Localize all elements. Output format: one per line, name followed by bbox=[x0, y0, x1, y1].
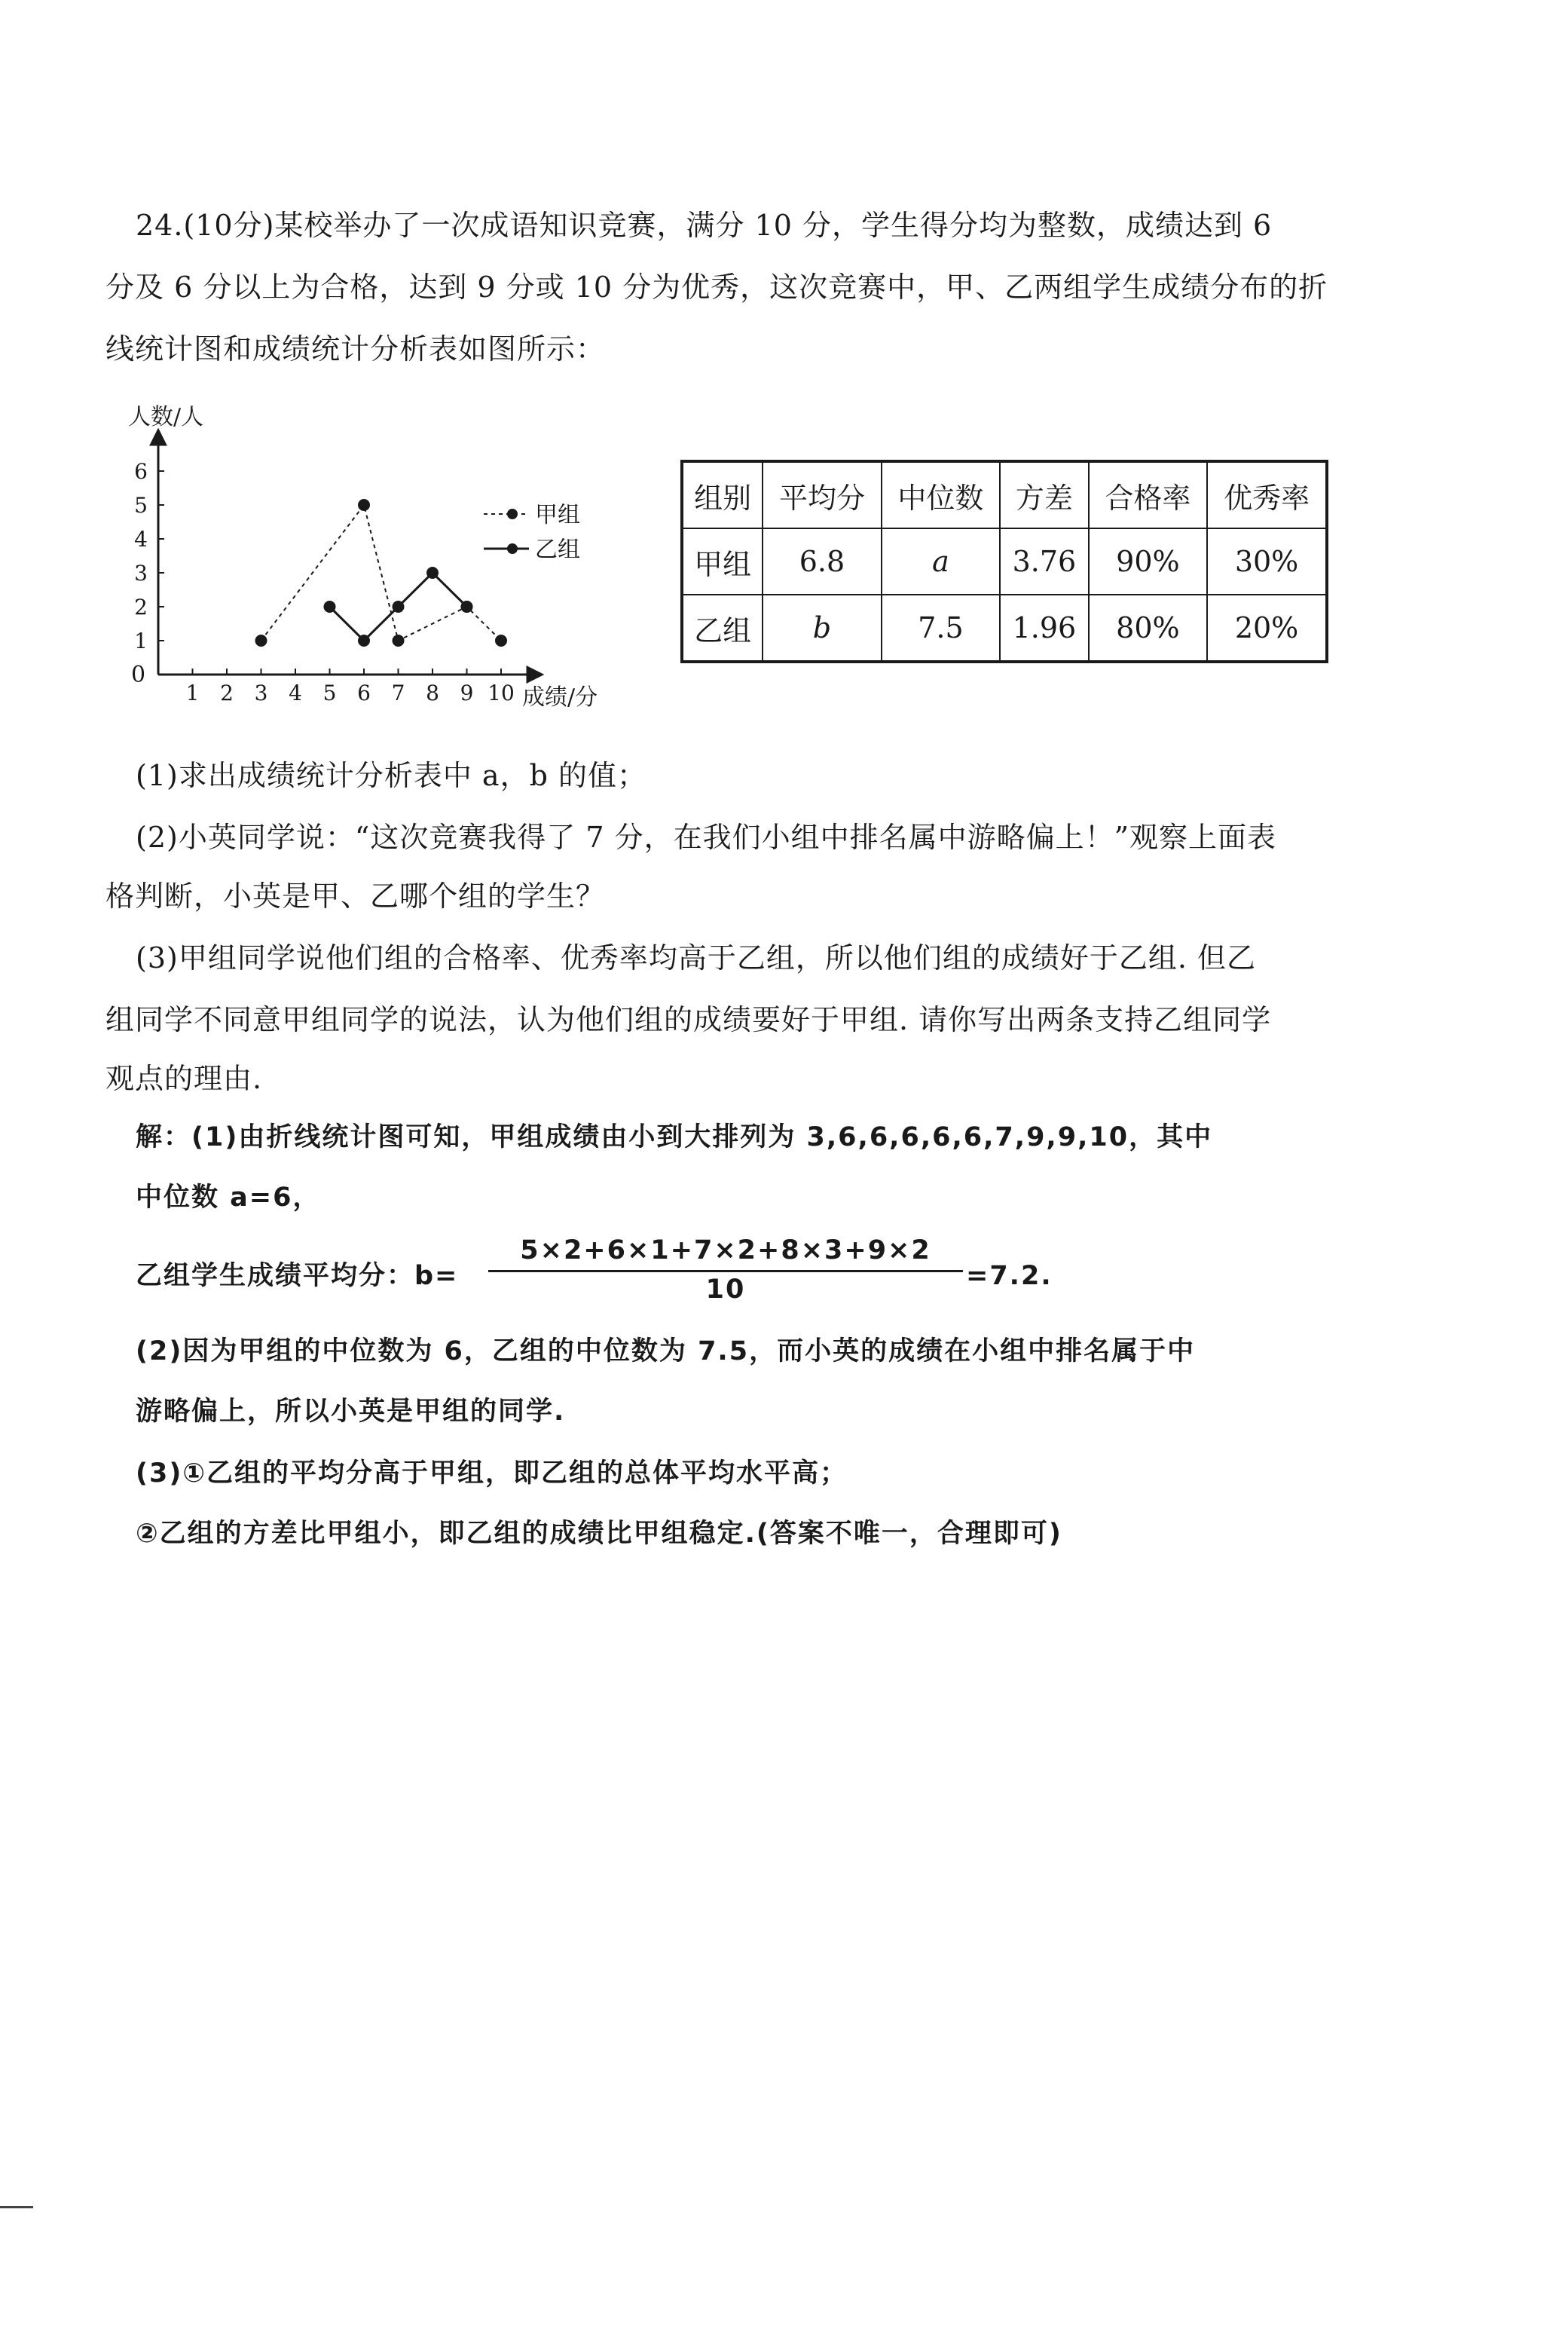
table-header-cell: 中位数 bbox=[882, 461, 1000, 528]
x-tick-label: 3 bbox=[254, 681, 268, 705]
data-point bbox=[358, 499, 370, 511]
part-3-line-2: 组同学不同意甲组同学的说法，认为他们组的成绩要好于甲组. 请你写出两条支持乙组同学 bbox=[105, 1003, 1272, 1036]
data-point bbox=[461, 601, 473, 613]
page-edge-mark bbox=[0, 2206, 33, 2208]
x-tick-label: 6 bbox=[357, 681, 371, 705]
chart-ticks bbox=[134, 459, 515, 705]
table-cell: 1.96 bbox=[1000, 595, 1089, 662]
line-chart bbox=[98, 399, 656, 731]
data-point bbox=[255, 635, 267, 647]
solution-1-line-1: 解：(1)由折线统计图可知，甲组成绩由小到大排列为 3,6,6,6,6,6,7,9,9,10，其中 bbox=[136, 1122, 1213, 1152]
table-cell: 6.8 bbox=[763, 528, 881, 595]
solution-b-label: 乙组学生成绩平均分：b= bbox=[136, 1261, 459, 1291]
x-axis-label: 成绩/分 bbox=[522, 684, 598, 711]
y-tick-label: 3 bbox=[134, 561, 148, 586]
data-point bbox=[426, 567, 439, 579]
part-3-line-3: 观点的理由. bbox=[105, 1062, 263, 1095]
table-cell: 乙组 bbox=[682, 595, 763, 662]
x-tick-label: 7 bbox=[391, 681, 405, 705]
y-tick-label: 5 bbox=[134, 493, 148, 518]
solution-b-fraction bbox=[488, 1235, 963, 1305]
part-1-text: (1)求出成绩统计分析表中 a，b 的值； bbox=[136, 759, 646, 792]
table-header-row bbox=[682, 461, 1327, 528]
y-tick-label: 4 bbox=[134, 527, 148, 552]
table-cell: 7.5 bbox=[882, 595, 1000, 662]
chart-series bbox=[255, 499, 508, 647]
series-line-1 bbox=[261, 505, 502, 641]
stats-table bbox=[680, 460, 1328, 663]
legend-label-2: 乙组 bbox=[535, 537, 580, 563]
table-row bbox=[682, 528, 1327, 595]
fraction-numerator: 5×2+6×1+7×2+8×3+9×2 bbox=[488, 1238, 963, 1272]
data-point bbox=[393, 601, 405, 613]
y-tick-label: 6 bbox=[134, 459, 148, 484]
part-2-line-2: 格判断，小英是甲、乙哪个组的学生？ bbox=[105, 880, 606, 913]
question-line-3: 线统计图和成绩统计分析表如图所示： bbox=[105, 332, 606, 366]
question-line-2: 分及 6 分以上为合格，达到 9 分或 10 分为优秀，这次竞赛中，甲、乙两组学生成绩分布的折 bbox=[105, 271, 1328, 304]
chart-legend bbox=[484, 502, 580, 563]
table-header-cell: 组别 bbox=[682, 461, 763, 528]
solution-2-line-2: 游略偏上，所以小英是甲组的同学. bbox=[136, 1397, 566, 1427]
x-tick-label: 9 bbox=[460, 681, 474, 705]
part-3-line-1: (3)甲组同学说他们组的合格率、优秀率均高于乙组，所以他们组的成绩好于乙组. 但乙 bbox=[136, 941, 1256, 975]
table-cell: 20% bbox=[1207, 595, 1327, 662]
table-row bbox=[682, 595, 1327, 662]
solution-b-result: =7.2. bbox=[966, 1261, 1053, 1291]
x-tick-label: 8 bbox=[426, 681, 439, 705]
x-tick-label: 4 bbox=[289, 681, 302, 705]
x-tick-label: 5 bbox=[322, 681, 337, 705]
table-header-cell: 合格率 bbox=[1089, 461, 1207, 528]
legend-marker-1 bbox=[507, 509, 518, 519]
solution-2-line-1: (2)因为甲组的中位数为 6，乙组的中位数为 7.5，而小英的成绩在小组中排名属于中 bbox=[136, 1336, 1196, 1366]
chart-axes bbox=[128, 404, 598, 711]
origin-label: 0 bbox=[131, 662, 146, 688]
x-tick-label: 10 bbox=[488, 681, 515, 705]
legend-marker-2 bbox=[507, 543, 518, 554]
table-cell: 80% bbox=[1089, 595, 1207, 662]
table-cell: 30% bbox=[1207, 528, 1327, 595]
y-tick-label: 1 bbox=[134, 629, 148, 653]
legend-label-1: 甲组 bbox=[535, 502, 580, 528]
fraction-denominator: 10 bbox=[705, 1274, 746, 1305]
y-axis-label: 人数/人 bbox=[128, 404, 204, 430]
x-tick-label: 1 bbox=[185, 681, 200, 705]
table-header-cell: 优秀率 bbox=[1207, 461, 1327, 528]
data-point bbox=[393, 635, 405, 647]
y-tick-label: 2 bbox=[134, 595, 148, 620]
table-cell: 90% bbox=[1089, 528, 1207, 595]
table-cell: b bbox=[763, 595, 881, 662]
solution-1-line-2: 中位数 a=6， bbox=[136, 1183, 321, 1213]
x-tick-label: 2 bbox=[220, 681, 234, 705]
data-point bbox=[358, 635, 370, 647]
table-cell: 3.76 bbox=[1000, 528, 1089, 595]
part-2-line-1: (2)小英同学说：“这次竞赛我得了 7 分，在我们小组中排名属中游略偏上！”观察上面表 bbox=[136, 821, 1277, 854]
data-point bbox=[495, 635, 507, 647]
table-header-cell: 方差 bbox=[1000, 461, 1089, 528]
data-point bbox=[324, 601, 336, 613]
table-cell: 甲组 bbox=[682, 528, 763, 595]
solution-3-line-2: ②乙组的方差比甲组小，即乙组的成绩比甲组稳定.(答案不唯一，合理即可) bbox=[136, 1519, 1062, 1549]
question-line-1: 24.(10分)某校举办了一次成语知识竞赛，满分 10 分，学生得分均为整数，成绩达到 6 bbox=[136, 209, 1273, 242]
table-cell: a bbox=[882, 528, 1000, 595]
table-header-cell: 平均分 bbox=[763, 461, 881, 528]
solution-3-line-1: (3)①乙组的平均分高于甲组，即乙组的总体平均水平高； bbox=[136, 1458, 848, 1489]
